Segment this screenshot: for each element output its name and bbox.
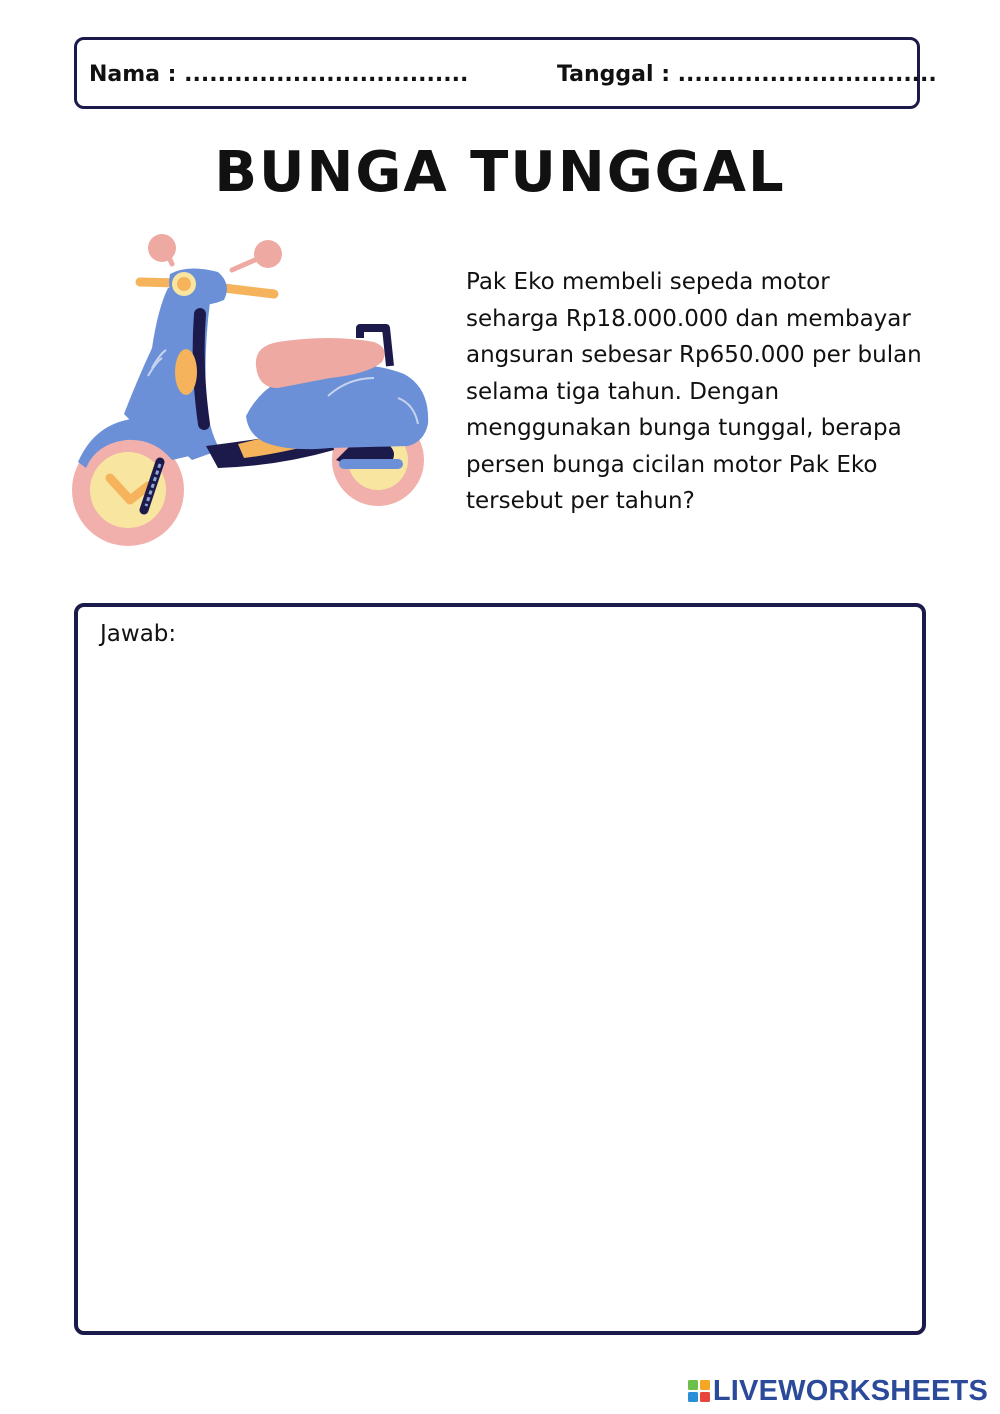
liveworksheets-logo-icon (688, 1380, 710, 1402)
question-line: persen bunga cicilan motor Pak Eko (466, 451, 878, 478)
brand-name: LIVEWORKSHEETS (712, 1374, 988, 1407)
answer-box[interactable] (74, 603, 926, 1335)
question-line: selama tiga tahun. Dengan (466, 378, 780, 405)
question-line: angsuran sebesar Rp650.000 per bulan (466, 342, 922, 368)
answer-label: Jawab: (100, 621, 177, 647)
question-line: seharga Rp18.000.000 dan membayar (466, 305, 911, 332)
date-field[interactable]: Tanggal : ............................... (557, 62, 937, 87)
name-field[interactable]: Nama : .................................. (89, 62, 469, 87)
student-info-box (74, 37, 937, 109)
scooter-icon (68, 228, 440, 558)
question-line: menggunakan bunga tunggal, berapa (466, 415, 902, 441)
question-line: tersebut per tahun? (466, 488, 695, 514)
question-text (466, 264, 936, 520)
question-line: Pak Eko membeli sepeda motor (466, 269, 830, 295)
liveworksheets-logo[interactable] (688, 1374, 988, 1408)
worksheet-title: BUNGA TUNGGAL (214, 140, 786, 205)
